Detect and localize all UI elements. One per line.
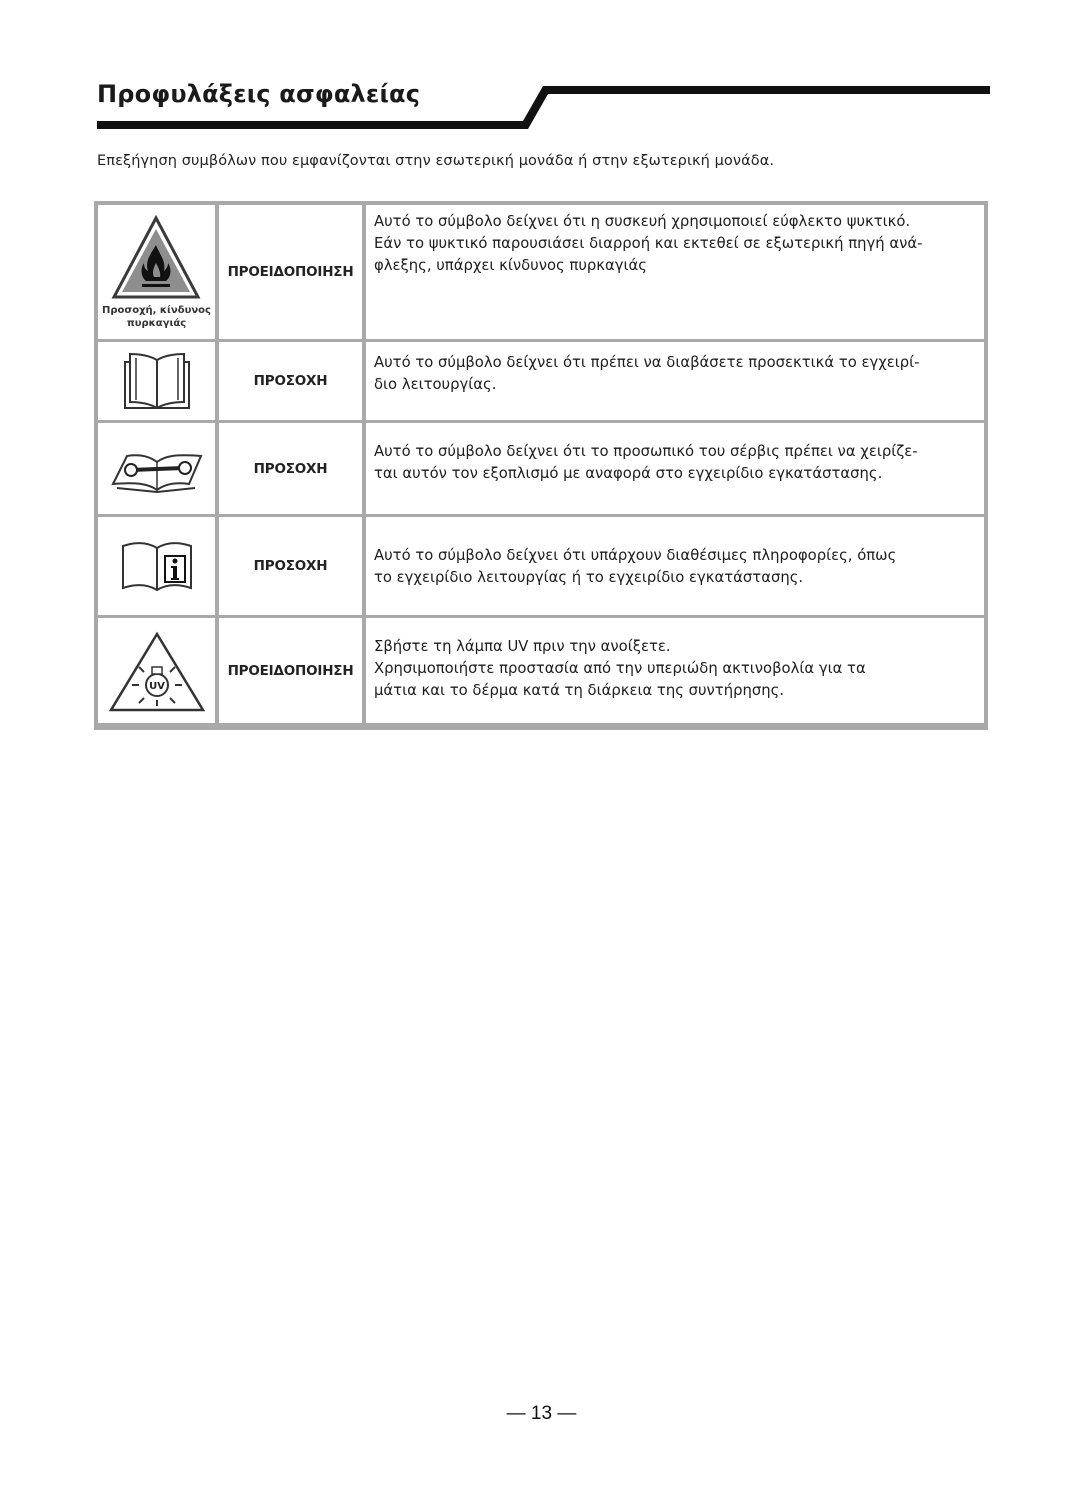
icon-cell <box>98 618 215 723</box>
table-row <box>98 205 984 339</box>
table-row <box>98 342 984 420</box>
info-book-icon <box>119 538 195 594</box>
service-wrench-book-icon <box>109 444 205 494</box>
page-header <box>0 0 1083 140</box>
symbol-description: Αυτό το σύμβολο δείχνει ότι η συσκευή χρησιμοποιεί εύφλεκτο ψυκτικό. Εάν το ψυκτικό παρουσιάσει διαρροή και εκτεθεί σε εξωτερική πηγή ανά- φλεξης, υπάρχει κίνδυνος πυρκαγιάς <box>366 205 984 339</box>
table-row <box>98 517 984 615</box>
icon-caption: Προσοχή, κίνδυνος πυρκαγιάς <box>102 305 211 329</box>
icon-cell <box>98 342 215 420</box>
symbol-label: ΠΡΟΕΙΔΟΠΟΙΗΣΗ <box>219 618 362 723</box>
symbol-description: Αυτό το σύμβολο δείχνει ότι το προσωπικό του σέρβις πρέπει να χειρίζε- ται αυτόν τον εξοπλισμό με αναφορά στο εγχειρίδιο εγκατάστασης. <box>366 423 984 514</box>
page-title: Προφυλάξεις ασφαλείας <box>97 80 421 108</box>
symbol-description: Σβήστε τη λάμπα UV πριν την ανοίξετε. Χρησιμοποιήστε προστασία από την υπεριώδη ακτινοβολία για τα μάτια και το δέρμα κατά τη διάρκεια της συντήρησης. <box>366 618 984 723</box>
header-rule <box>0 0 1083 140</box>
svg-text:UV: UV <box>148 680 165 692</box>
table-row <box>98 423 984 514</box>
symbol-label: ΠΡΟΕΙΔΟΠΟΙΗΣΗ <box>219 205 362 339</box>
symbol-description: Αυτό το σύμβολο δείχνει ότι πρέπει να διαβάσετε προσεκτικά το εγχειρί- διο λειτουργίας. <box>366 342 984 420</box>
icon-cell <box>98 517 215 615</box>
flammable-warning-icon <box>98 211 215 311</box>
icon-cell <box>98 205 215 339</box>
uv-warning-icon <box>107 628 207 714</box>
symbol-description: Αυτό το σύμβολο δείχνει ότι υπάρχουν διαθέσιμες πληροφορίες, όπως το εγχειρίδιο λειτουργίας ή το εγχειρίδιο εγκατάστασης. <box>366 517 984 615</box>
symbol-label: ΠΡΟΣΟΧΗ <box>219 423 362 514</box>
table-row <box>98 618 984 723</box>
symbol-label: ΠΡΟΣΟΧΗ <box>219 342 362 420</box>
icon-cell <box>98 423 215 514</box>
symbols-intro-text: Επεξήγηση συμβόλων που εμφανίζονται στην εσωτερική μονάδα ή στην εξωτερική μονάδα. <box>97 153 775 169</box>
manual-book-icon <box>122 350 192 412</box>
symbol-label: ΠΡΟΣΟΧΗ <box>219 517 362 615</box>
symbols-table <box>94 201 988 730</box>
page-number: — 13 — <box>506 1403 577 1424</box>
